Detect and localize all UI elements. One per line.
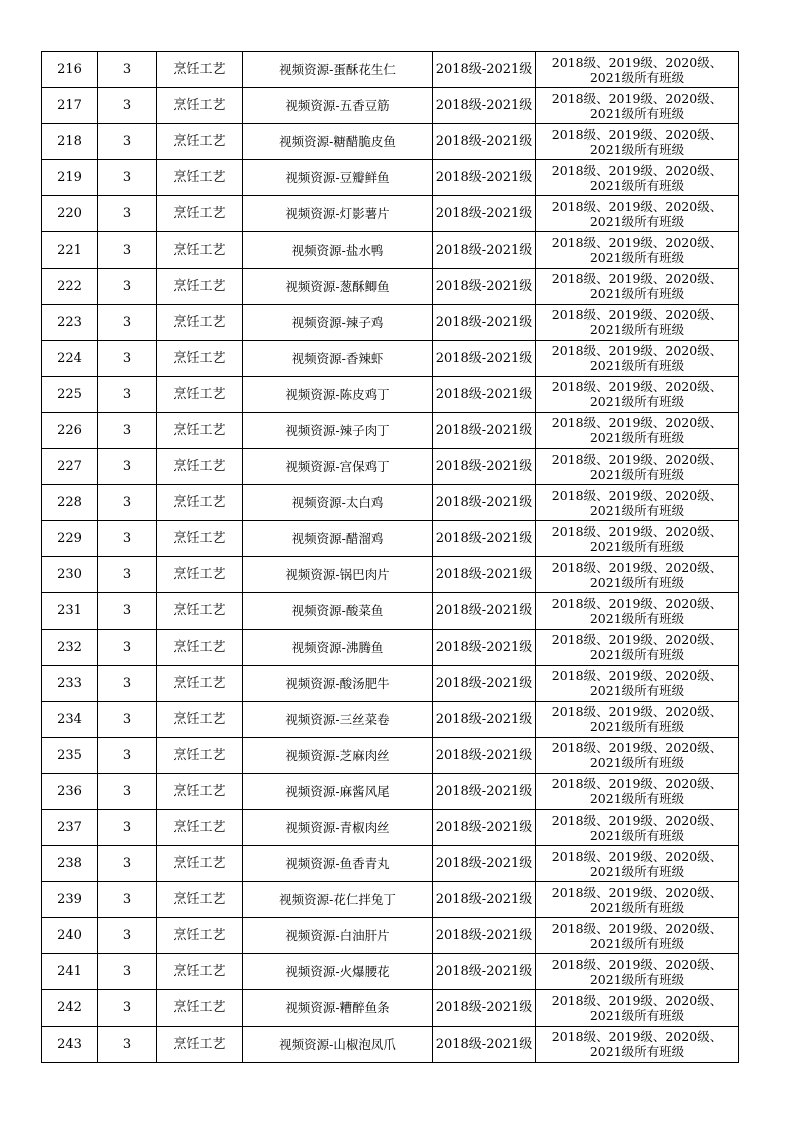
resource-name-cell: 视频资源-豆瓣鲜鱼 <box>243 160 433 196</box>
resource-name-cell: 视频资源-蛋酥花生仁 <box>243 52 433 88</box>
row-number-cell: 222 <box>42 268 98 304</box>
target-classes-line1: 2018级、2019级、2020级、 <box>551 776 723 792</box>
row-number-cell: 235 <box>42 737 98 773</box>
row-number-cell: 216 <box>42 52 98 88</box>
target-classes-line2: 2021级所有班级 <box>589 647 685 663</box>
row-number-cell: 230 <box>42 557 98 593</box>
credit-cell: 3 <box>98 412 157 448</box>
table-row <box>42 304 739 340</box>
target-classes-cell <box>536 88 739 124</box>
target-classes-cell <box>536 773 739 809</box>
resource-name-cell: 视频资源-酸汤肥牛 <box>243 665 433 701</box>
table-row <box>42 918 739 954</box>
target-classes-line1: 2018级、2019级、2020级、 <box>551 451 723 467</box>
table-row <box>42 593 739 629</box>
target-classes-cell <box>536 882 739 918</box>
table-row <box>42 809 739 845</box>
credit-cell: 3 <box>98 882 157 918</box>
target-classes-line1: 2018级、2019级、2020级、 <box>551 379 723 395</box>
row-number-cell: 237 <box>42 809 98 845</box>
row-number-cell: 225 <box>42 376 98 412</box>
resource-name-cell: 视频资源-陈皮鸡丁 <box>243 376 433 412</box>
grade-range-cell: 2018级-2021级 <box>433 268 536 304</box>
target-classes-line2: 2021级所有班级 <box>589 1007 685 1023</box>
grade-range-cell: 2018级-2021级 <box>433 449 536 485</box>
target-classes-cell <box>536 990 739 1026</box>
row-number-cell: 218 <box>42 124 98 160</box>
target-classes-cell <box>536 593 739 629</box>
credit-cell: 3 <box>98 376 157 412</box>
credit-cell: 3 <box>98 485 157 521</box>
target-classes-cell <box>536 232 739 268</box>
credit-cell: 3 <box>98 773 157 809</box>
course-name-cell: 烹饪工艺 <box>157 954 243 990</box>
target-classes-cell <box>536 918 739 954</box>
credit-cell: 3 <box>98 701 157 737</box>
table-row <box>42 449 739 485</box>
grade-range-cell: 2018级-2021级 <box>433 629 536 665</box>
resource-name-cell: 视频资源-鱼香青丸 <box>243 846 433 882</box>
resource-name-cell: 视频资源-火爆腰花 <box>243 954 433 990</box>
target-classes-line2: 2021级所有班级 <box>589 683 685 699</box>
resource-name-cell: 视频资源-芝麻肉丝 <box>243 737 433 773</box>
course-name-cell: 烹饪工艺 <box>157 304 243 340</box>
row-number-cell: 226 <box>42 412 98 448</box>
target-classes-line2: 2021级所有班级 <box>589 863 685 879</box>
credit-cell: 3 <box>98 918 157 954</box>
course-name-cell: 烹饪工艺 <box>157 412 243 448</box>
table-body <box>42 52 739 1063</box>
target-classes-line2: 2021级所有班级 <box>589 574 685 590</box>
target-classes-line1: 2018级、2019级、2020级、 <box>551 126 723 142</box>
resource-name-cell: 视频资源-三丝菜卷 <box>243 701 433 737</box>
target-classes-cell <box>536 304 739 340</box>
target-classes-line2: 2021级所有班级 <box>589 899 685 915</box>
course-name-cell: 烹饪工艺 <box>157 882 243 918</box>
credit-cell: 3 <box>98 954 157 990</box>
credit-cell: 3 <box>98 268 157 304</box>
resource-name-cell: 视频资源-沸腾鱼 <box>243 629 433 665</box>
target-classes-line1: 2018级、2019级、2020级、 <box>551 415 723 431</box>
resource-name-cell: 视频资源-宫保鸡丁 <box>243 449 433 485</box>
grade-range-cell: 2018级-2021级 <box>433 376 536 412</box>
resource-name-cell: 视频资源-五香豆筋 <box>243 88 433 124</box>
target-classes-cell <box>536 160 739 196</box>
row-number-cell: 243 <box>42 1026 98 1062</box>
target-classes-line1: 2018级、2019级、2020级、 <box>551 848 723 864</box>
row-number-cell: 233 <box>42 665 98 701</box>
grade-range-cell: 2018级-2021级 <box>433 737 536 773</box>
target-classes-line1: 2018级、2019级、2020级、 <box>551 992 723 1008</box>
resource-name-cell: 视频资源-糖醋脆皮鱼 <box>243 124 433 160</box>
course-name-cell: 烹饪工艺 <box>157 485 243 521</box>
course-name-cell: 烹饪工艺 <box>157 593 243 629</box>
target-classes-line1: 2018级、2019级、2020级、 <box>551 198 723 214</box>
target-classes-cell <box>536 557 739 593</box>
target-classes-line2: 2021级所有班级 <box>589 358 685 374</box>
target-classes-line2: 2021级所有班级 <box>589 1044 685 1060</box>
grade-range-cell: 2018级-2021级 <box>433 521 536 557</box>
target-classes-line1: 2018级、2019级、2020级、 <box>551 235 723 251</box>
table-row <box>42 521 739 557</box>
target-classes-line1: 2018级、2019级、2020级、 <box>551 595 723 611</box>
resource-name-cell: 视频资源-辣子肉丁 <box>243 412 433 448</box>
target-classes-line2: 2021级所有班级 <box>589 538 685 554</box>
course-name-cell: 烹饪工艺 <box>157 449 243 485</box>
row-number-cell: 232 <box>42 629 98 665</box>
target-classes-line1: 2018级、2019级、2020级、 <box>551 956 723 972</box>
course-name-cell: 烹饪工艺 <box>157 773 243 809</box>
table-row <box>42 882 739 918</box>
grade-range-cell: 2018级-2021级 <box>433 701 536 737</box>
grade-range-cell: 2018级-2021级 <box>433 918 536 954</box>
row-number-cell: 238 <box>42 846 98 882</box>
resource-name-cell: 视频资源-灯影薯片 <box>243 196 433 232</box>
target-classes-line2: 2021级所有班级 <box>589 250 685 266</box>
course-name-cell: 烹饪工艺 <box>157 52 243 88</box>
target-classes-line1: 2018级、2019级、2020级、 <box>551 812 723 828</box>
credit-cell: 3 <box>98 629 157 665</box>
table-row <box>42 196 739 232</box>
row-number-cell: 228 <box>42 485 98 521</box>
grade-range-cell: 2018级-2021级 <box>433 954 536 990</box>
target-classes-line2: 2021级所有班级 <box>589 755 685 771</box>
row-number-cell: 240 <box>42 918 98 954</box>
target-classes-line2: 2021级所有班级 <box>589 394 685 410</box>
grade-range-cell: 2018级-2021级 <box>433 124 536 160</box>
credit-cell: 3 <box>98 846 157 882</box>
credit-cell: 3 <box>98 990 157 1026</box>
grade-range-cell: 2018级-2021级 <box>433 990 536 1026</box>
target-classes-cell <box>536 737 739 773</box>
table-row <box>42 88 739 124</box>
credit-cell: 3 <box>98 232 157 268</box>
target-classes-line1: 2018级、2019级、2020级、 <box>551 54 723 70</box>
resource-name-cell: 视频资源-麻酱风尾 <box>243 773 433 809</box>
target-classes-line2: 2021级所有班级 <box>589 466 685 482</box>
target-classes-cell <box>536 809 739 845</box>
credit-cell: 3 <box>98 557 157 593</box>
course-name-cell: 烹饪工艺 <box>157 737 243 773</box>
target-classes-line2: 2021级所有班级 <box>589 105 685 121</box>
credit-cell: 3 <box>98 304 157 340</box>
grade-range-cell: 2018级-2021级 <box>433 232 536 268</box>
target-classes-cell <box>536 954 739 990</box>
credit-cell: 3 <box>98 124 157 160</box>
table-row <box>42 376 739 412</box>
target-classes-cell <box>536 485 739 521</box>
table-row <box>42 52 739 88</box>
target-classes-cell <box>536 701 739 737</box>
target-classes-line2: 2021级所有班级 <box>589 213 685 229</box>
grade-range-cell: 2018级-2021级 <box>433 882 536 918</box>
table-row <box>42 485 739 521</box>
target-classes-cell <box>536 340 739 376</box>
course-name-cell: 烹饪工艺 <box>157 196 243 232</box>
table-row <box>42 846 739 882</box>
table-row <box>42 124 739 160</box>
row-number-cell: 231 <box>42 593 98 629</box>
resource-name-cell: 视频资源-醋溜鸡 <box>243 521 433 557</box>
course-name-cell: 烹饪工艺 <box>157 846 243 882</box>
course-name-cell: 烹饪工艺 <box>157 701 243 737</box>
table-row <box>42 773 739 809</box>
resource-name-cell: 视频资源-酸菜鱼 <box>243 593 433 629</box>
target-classes-line1: 2018级、2019级、2020级、 <box>551 668 723 684</box>
table-row <box>42 954 739 990</box>
target-classes-cell <box>536 846 739 882</box>
resource-name-cell: 视频资源-锅巴肉片 <box>243 557 433 593</box>
row-number-cell: 224 <box>42 340 98 376</box>
credit-cell: 3 <box>98 1026 157 1062</box>
table-row <box>42 557 739 593</box>
target-classes-line2: 2021级所有班级 <box>589 791 685 807</box>
credit-cell: 3 <box>98 737 157 773</box>
target-classes-line2: 2021级所有班级 <box>589 322 685 338</box>
course-name-cell: 烹饪工艺 <box>157 918 243 954</box>
grade-range-cell: 2018级-2021级 <box>433 304 536 340</box>
resource-name-cell: 视频资源-花仁拌兔丁 <box>243 882 433 918</box>
target-classes-line1: 2018级、2019级、2020级、 <box>551 523 723 539</box>
target-classes-line1: 2018级、2019级、2020级、 <box>551 271 723 287</box>
target-classes-line2: 2021级所有班级 <box>589 141 685 157</box>
target-classes-line2: 2021级所有班级 <box>589 719 685 735</box>
course-name-cell: 烹饪工艺 <box>157 557 243 593</box>
target-classes-cell <box>536 52 739 88</box>
table-row <box>42 412 739 448</box>
grade-range-cell: 2018级-2021级 <box>433 412 536 448</box>
target-classes-line2: 2021级所有班级 <box>589 430 685 446</box>
grade-range-cell: 2018级-2021级 <box>433 52 536 88</box>
resource-table <box>41 51 739 1063</box>
target-classes-line1: 2018级、2019级、2020级、 <box>551 343 723 359</box>
target-classes-line1: 2018级、2019级、2020级、 <box>551 1029 723 1045</box>
grade-range-cell: 2018级-2021级 <box>433 557 536 593</box>
table-row <box>42 1026 739 1062</box>
target-classes-line2: 2021级所有班级 <box>589 177 685 193</box>
credit-cell: 3 <box>98 52 157 88</box>
credit-cell: 3 <box>98 340 157 376</box>
resource-name-cell: 视频资源-糟醉鱼条 <box>243 990 433 1026</box>
course-name-cell: 烹饪工艺 <box>157 232 243 268</box>
resource-name-cell: 视频资源-青椒肉丝 <box>243 809 433 845</box>
credit-cell: 3 <box>98 88 157 124</box>
credit-cell: 3 <box>98 449 157 485</box>
credit-cell: 3 <box>98 160 157 196</box>
resource-name-cell: 视频资源-山椒泡凤爪 <box>243 1026 433 1062</box>
row-number-cell: 229 <box>42 521 98 557</box>
resource-name-cell: 视频资源-葱酥鲫鱼 <box>243 268 433 304</box>
course-name-cell: 烹饪工艺 <box>157 376 243 412</box>
grade-range-cell: 2018级-2021级 <box>433 665 536 701</box>
target-classes-line1: 2018级、2019级、2020级、 <box>551 307 723 323</box>
target-classes-line1: 2018级、2019级、2020级、 <box>551 740 723 756</box>
grade-range-cell: 2018级-2021级 <box>433 593 536 629</box>
table-row <box>42 629 739 665</box>
grade-range-cell: 2018级-2021级 <box>433 340 536 376</box>
course-name-cell: 烹饪工艺 <box>157 160 243 196</box>
target-classes-line2: 2021级所有班级 <box>589 502 685 518</box>
credit-cell: 3 <box>98 809 157 845</box>
target-classes-cell <box>536 412 739 448</box>
grade-range-cell: 2018级-2021级 <box>433 809 536 845</box>
row-number-cell: 236 <box>42 773 98 809</box>
target-classes-line1: 2018级、2019级、2020级、 <box>551 632 723 648</box>
target-classes-line2: 2021级所有班级 <box>589 610 685 626</box>
target-classes-line1: 2018级、2019级、2020级、 <box>551 884 723 900</box>
target-classes-line2: 2021级所有班级 <box>589 971 685 987</box>
target-classes-cell <box>536 629 739 665</box>
table-row <box>42 160 739 196</box>
target-classes-line1: 2018级、2019级、2020级、 <box>551 162 723 178</box>
row-number-cell: 241 <box>42 954 98 990</box>
target-classes-cell <box>536 268 739 304</box>
credit-cell: 3 <box>98 665 157 701</box>
credit-cell: 3 <box>98 196 157 232</box>
row-number-cell: 219 <box>42 160 98 196</box>
target-classes-cell <box>536 521 739 557</box>
target-classes-cell <box>536 1026 739 1062</box>
course-name-cell: 烹饪工艺 <box>157 1026 243 1062</box>
credit-cell: 3 <box>98 593 157 629</box>
row-number-cell: 227 <box>42 449 98 485</box>
table-row <box>42 665 739 701</box>
resource-name-cell: 视频资源-白油肝片 <box>243 918 433 954</box>
target-classes-line1: 2018级、2019级、2020级、 <box>551 704 723 720</box>
target-classes-line1: 2018级、2019级、2020级、 <box>551 920 723 936</box>
course-name-cell: 烹饪工艺 <box>157 990 243 1026</box>
course-name-cell: 烹饪工艺 <box>157 629 243 665</box>
target-classes-cell <box>536 196 739 232</box>
table-row <box>42 701 739 737</box>
target-classes-line1: 2018级、2019级、2020级、 <box>551 487 723 503</box>
course-name-cell: 烹饪工艺 <box>157 88 243 124</box>
table-row <box>42 340 739 376</box>
course-name-cell: 烹饪工艺 <box>157 268 243 304</box>
row-number-cell: 234 <box>42 701 98 737</box>
target-classes-cell <box>536 376 739 412</box>
row-number-cell: 223 <box>42 304 98 340</box>
grade-range-cell: 2018级-2021级 <box>433 88 536 124</box>
row-number-cell: 217 <box>42 88 98 124</box>
course-name-cell: 烹饪工艺 <box>157 340 243 376</box>
row-number-cell: 220 <box>42 196 98 232</box>
course-name-cell: 烹饪工艺 <box>157 124 243 160</box>
resource-name-cell: 视频资源-香辣虾 <box>243 340 433 376</box>
resource-name-cell: 视频资源-辣子鸡 <box>243 304 433 340</box>
row-number-cell: 242 <box>42 990 98 1026</box>
table-row <box>42 268 739 304</box>
grade-range-cell: 2018级-2021级 <box>433 1026 536 1062</box>
table-row <box>42 737 739 773</box>
target-classes-line2: 2021级所有班级 <box>589 286 685 302</box>
resource-name-cell: 视频资源-盐水鸭 <box>243 232 433 268</box>
row-number-cell: 221 <box>42 232 98 268</box>
target-classes-line2: 2021级所有班级 <box>589 69 685 85</box>
resource-name-cell: 视频资源-太白鸡 <box>243 485 433 521</box>
row-number-cell: 239 <box>42 882 98 918</box>
target-classes-cell <box>536 124 739 160</box>
grade-range-cell: 2018级-2021级 <box>433 846 536 882</box>
target-classes-line1: 2018级、2019级、2020级、 <box>551 90 723 106</box>
grade-range-cell: 2018级-2021级 <box>433 160 536 196</box>
target-classes-line1: 2018级、2019级、2020级、 <box>551 559 723 575</box>
target-classes-line2: 2021级所有班级 <box>589 935 685 951</box>
grade-range-cell: 2018级-2021级 <box>433 196 536 232</box>
target-classes-line2: 2021级所有班级 <box>589 827 685 843</box>
target-classes-cell <box>536 665 739 701</box>
course-name-cell: 烹饪工艺 <box>157 665 243 701</box>
course-name-cell: 烹饪工艺 <box>157 521 243 557</box>
table-row <box>42 990 739 1026</box>
course-name-cell: 烹饪工艺 <box>157 809 243 845</box>
target-classes-cell <box>536 449 739 485</box>
grade-range-cell: 2018级-2021级 <box>433 485 536 521</box>
table-row <box>42 232 739 268</box>
grade-range-cell: 2018级-2021级 <box>433 773 536 809</box>
credit-cell: 3 <box>98 521 157 557</box>
